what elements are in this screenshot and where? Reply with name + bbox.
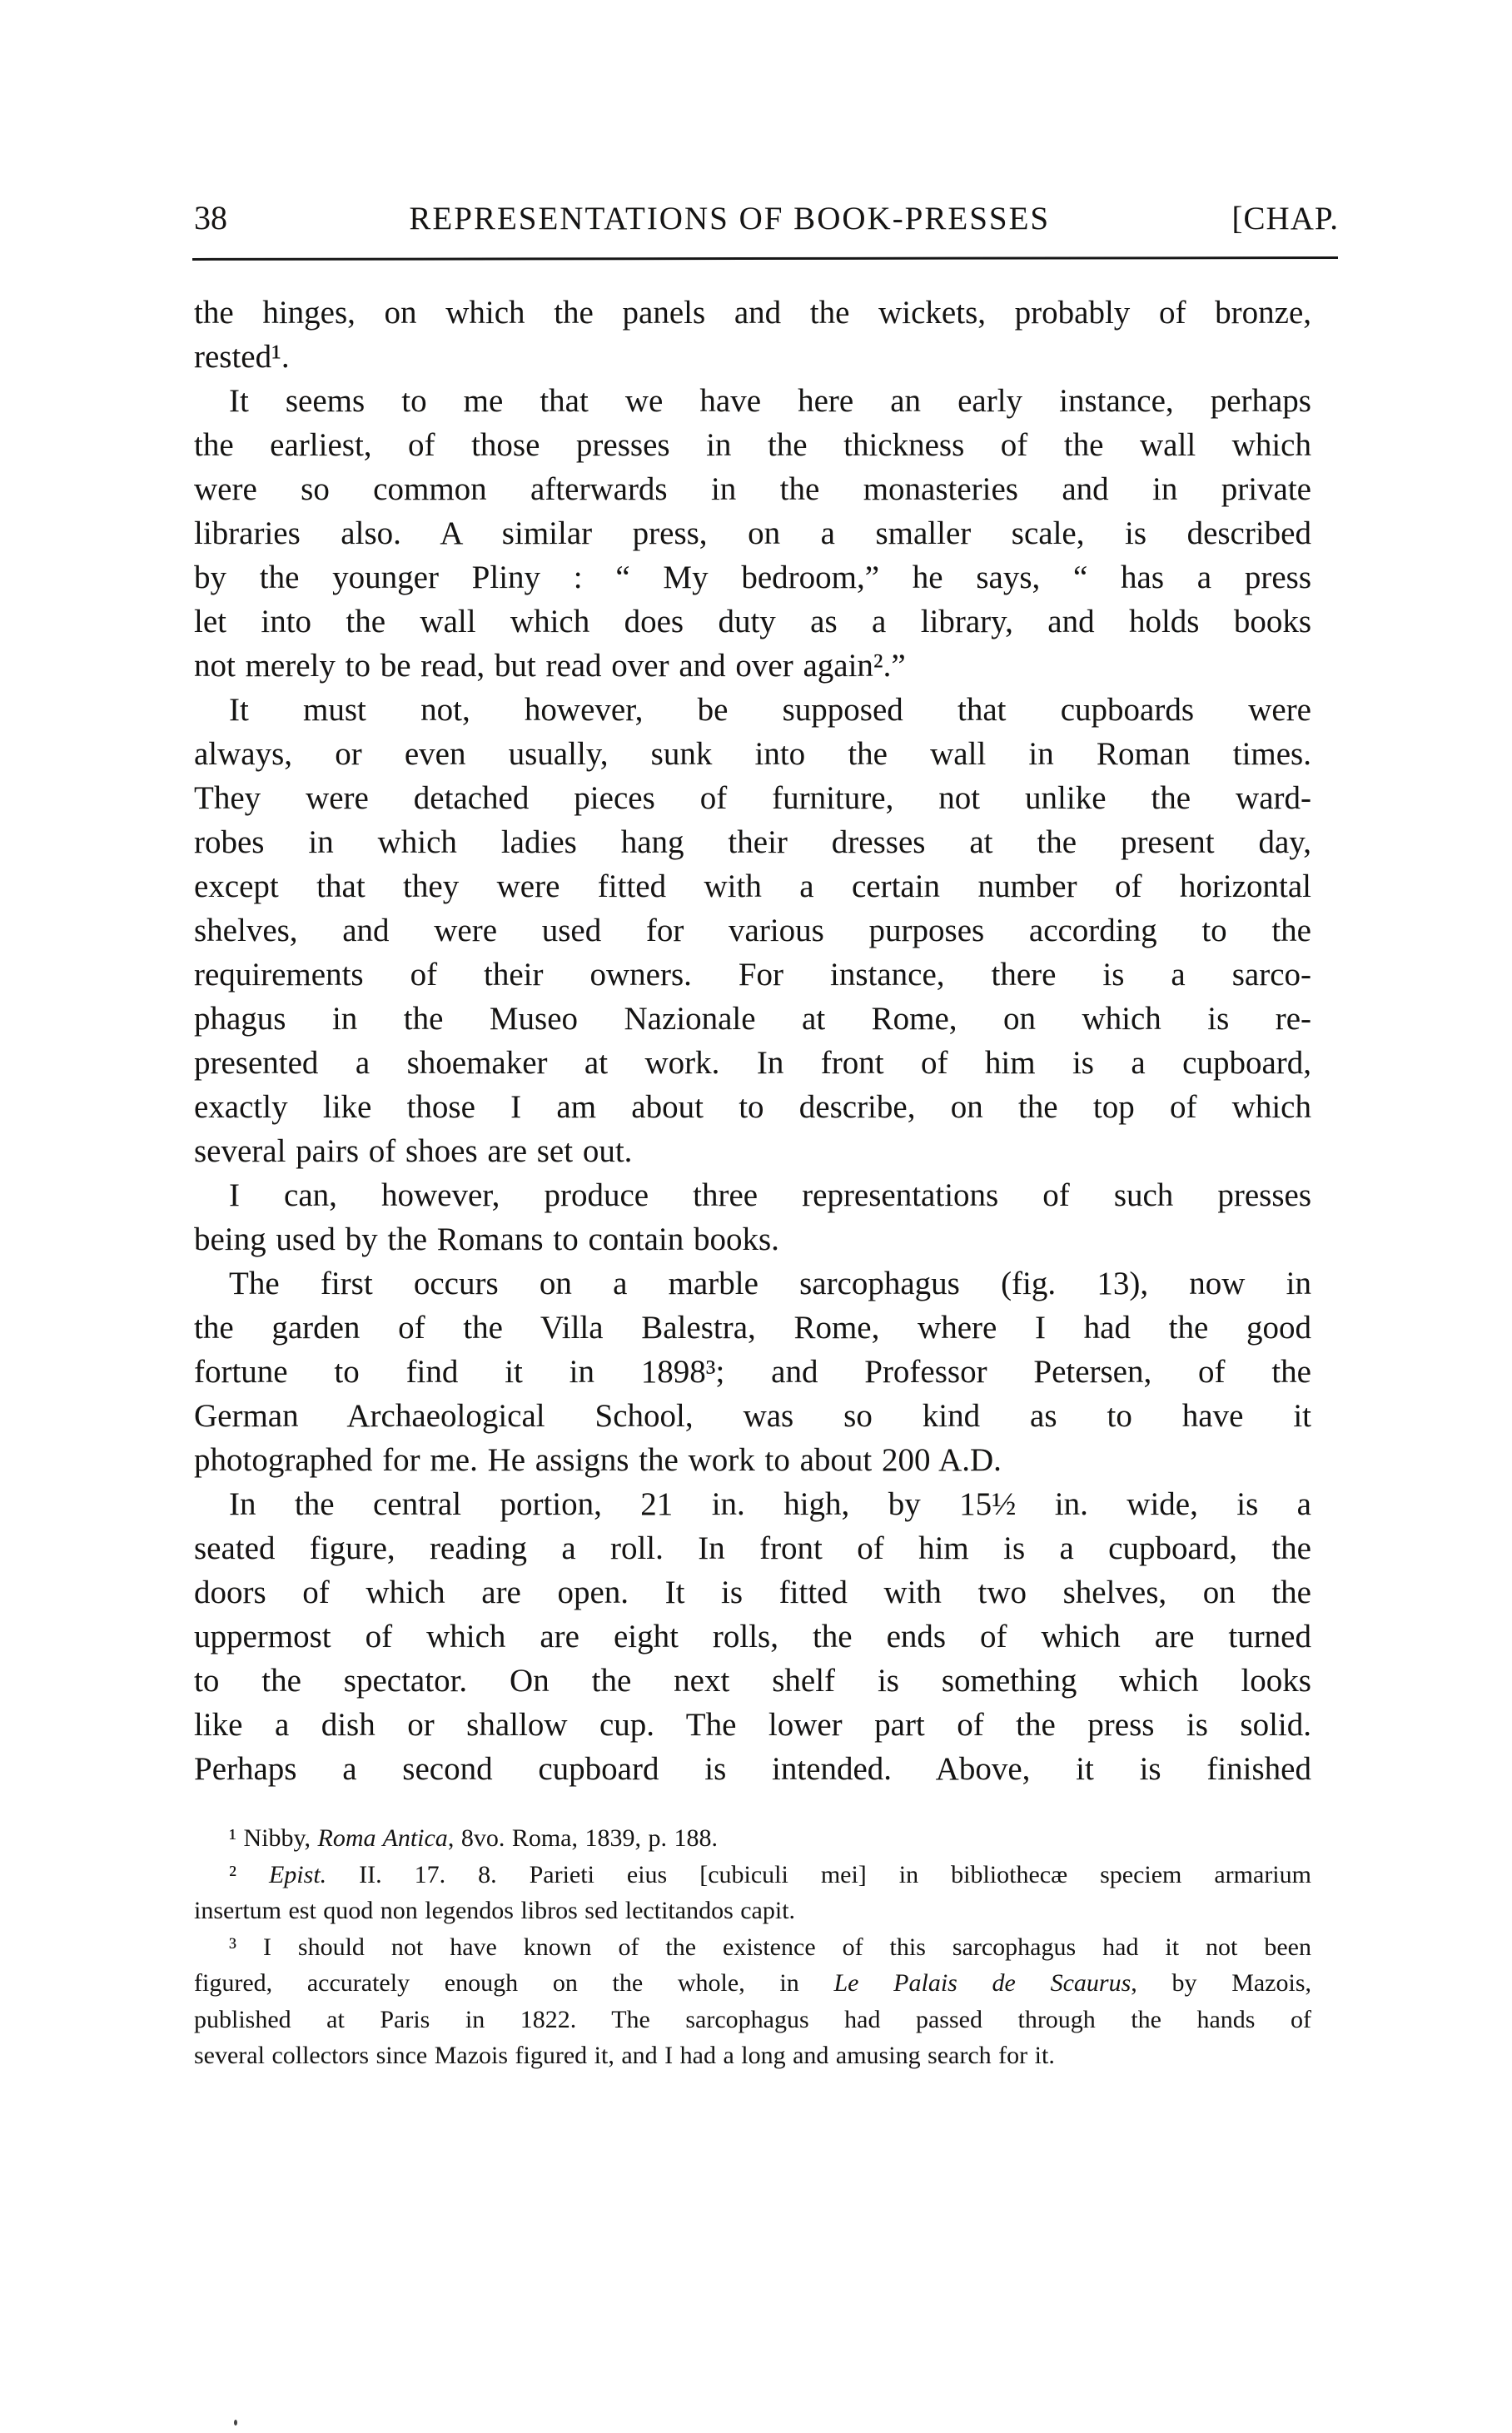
footnote-italic-title: Roma Antica bbox=[317, 1824, 448, 1852]
body-line: the garden of the Villa Balestra, Rome, where I had the good bbox=[194, 1310, 1311, 1346]
body-line: not merely to be read, but read over and over again².” bbox=[194, 648, 906, 684]
body-line: uppermost of which are eight rolls, the ends of which are turned bbox=[194, 1619, 1311, 1654]
footnote-text: , by Mazois, bbox=[1131, 1969, 1312, 1997]
footnote-2-line bbox=[194, 1857, 1311, 1893]
body-line: rested¹. bbox=[194, 339, 290, 375]
body-line: like a dish or shallow cup. The lower part of the press is solid. bbox=[194, 1707, 1311, 1743]
page-number: 38 bbox=[194, 199, 227, 236]
running-head bbox=[194, 198, 1339, 239]
body-line: the earliest, of those presses in the thickness of the wall which bbox=[194, 427, 1311, 463]
body-line: It seems to me that we have here an early instance, perhaps bbox=[229, 383, 1311, 419]
body-line: Perhaps a second cupboard is intended. Above, it is finished bbox=[194, 1751, 1311, 1787]
body-line: being used by the Romans to contain books. bbox=[194, 1221, 779, 1257]
footnote-2-line: insertum est quod non legendos libros sed lectitandos capit. bbox=[194, 1897, 796, 1924]
body-line: shelves, and were used for various purposes according to the bbox=[194, 913, 1311, 948]
header-rule bbox=[192, 256, 1338, 261]
body-line: The first occurs on a marble sarcophagus (fig. 13), now in bbox=[229, 1266, 1311, 1301]
footnote-text: ¹ Nibby, bbox=[229, 1824, 318, 1852]
footnote-text: II. 17. 8. Parieti eius [cubiculi mei] in bibliothecæ speciem armarium bbox=[326, 1860, 1311, 1888]
footnote-italic-title: Le Palais de Scaurus bbox=[833, 1969, 1132, 1997]
body-line: requirements of their owners. For instance, there is a sarco- bbox=[194, 957, 1311, 993]
footnotes bbox=[194, 1820, 1311, 2074]
footnote-3-line: ³ I should not have known of the existence of this sarcophagus had it not been bbox=[229, 1933, 1311, 1961]
footnote-text: ² bbox=[229, 1860, 269, 1888]
body-text bbox=[194, 291, 1311, 1791]
body-line: the hinges, on which the panels and the wickets, probably of bronze, bbox=[194, 295, 1311, 331]
footnote-text: figured, accurately enough on the whole, in bbox=[194, 1969, 834, 1997]
scan-artifact-dot bbox=[234, 2420, 237, 2426]
body-line: robes in which ladies hang their dresses at the present day, bbox=[194, 824, 1311, 860]
footnote-1 bbox=[194, 1820, 1311, 1857]
body-line: phagus in the Museo Nazionale at Rome, on which is re- bbox=[194, 1001, 1311, 1037]
chapter-marker: [CHAP. bbox=[1231, 201, 1339, 236]
footnote-3-line: several collectors since Mazois figured it, and I had a long and amusing search for it. bbox=[194, 2042, 1055, 2069]
body-line: doors of which are open. It is fitted with two shelves, on the bbox=[194, 1575, 1311, 1610]
body-line: exactly like those I am about to describe, on the top of which bbox=[194, 1089, 1311, 1125]
body-line: presented a shoemaker at work. In front of him is a cupboard, bbox=[194, 1045, 1311, 1081]
body-line: let into the wall which does duty as a library, and holds books bbox=[194, 604, 1311, 639]
body-line: In the central portion, 21 in. high, by 15½ in. wide, is a bbox=[229, 1486, 1311, 1522]
footnote-3-line: published at Paris in 1822. The sarcophagus had passed through the hands of bbox=[194, 2005, 1311, 2033]
footnote-3-line bbox=[194, 1965, 1311, 2002]
footnote-italic-title: Epist. bbox=[268, 1860, 327, 1888]
body-line: except that they were fitted with a certain number of horizontal bbox=[194, 868, 1311, 904]
body-line: were so common afterwards in the monasteries and in private bbox=[194, 471, 1311, 507]
running-title: REPRESENTATIONS OF BOOK-PRESSES bbox=[409, 201, 1051, 236]
body-line: fortune to find it in 1898³; and Professor Petersen, of the bbox=[194, 1354, 1311, 1390]
body-line: It must not, however, be supposed that cupboards were bbox=[229, 692, 1311, 728]
footnote-text: , 8vo. Roma, 1839, p. 188. bbox=[447, 1824, 718, 1852]
body-line: to the spectator. On the next shelf is something which looks bbox=[194, 1663, 1311, 1699]
body-line: always, or even usually, sunk into the wall in Roman times. bbox=[194, 736, 1311, 772]
body-line: They were detached pieces of furniture, not unlike the ward- bbox=[194, 780, 1311, 816]
body-line: photographed for me. He assigns the work to about 200 A.D. bbox=[194, 1442, 1002, 1478]
body-line: I can, however, produce three representations of such presses bbox=[229, 1177, 1311, 1213]
body-line: German Archaeological School, was so kind as to have it bbox=[194, 1398, 1311, 1434]
body-line: seated figure, reading a roll. In front of him is a cupboard, the bbox=[194, 1530, 1311, 1566]
body-line: several pairs of shoes are set out. bbox=[194, 1133, 633, 1169]
body-line: libraries also. A similar press, on a smaller scale, is described bbox=[194, 515, 1311, 551]
body-line: by the younger Pliny : “ My bedroom,” he says, “ has a press bbox=[194, 560, 1311, 595]
